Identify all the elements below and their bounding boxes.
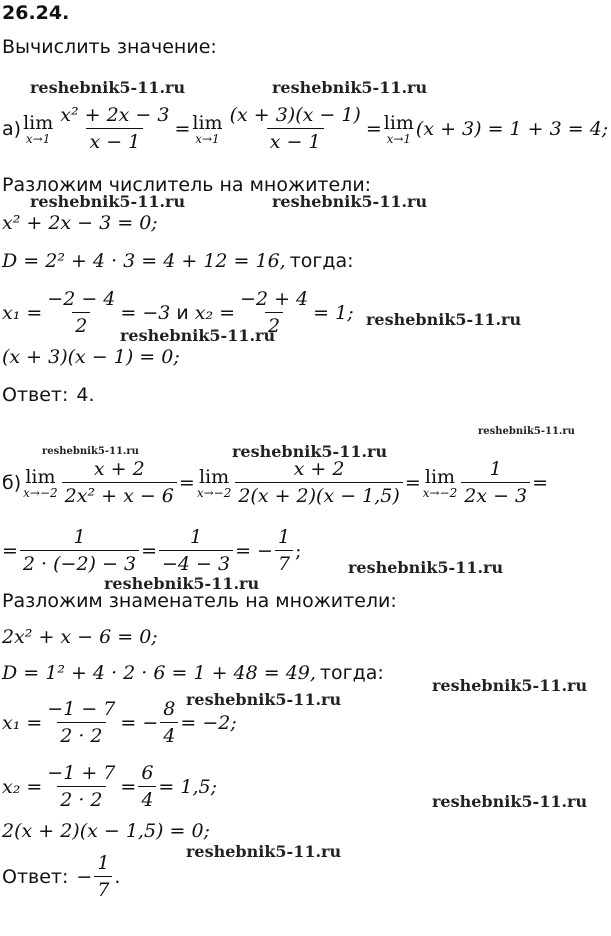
lim-subscript: x→1 [25,131,51,146]
problem-number: 26.24. [2,2,70,24]
part-b-discriminant [2,662,384,684]
result-expression: (x + 3) = 1 + 3 = 4; [415,117,609,140]
semicolon: ; [295,539,302,562]
fraction [275,526,293,575]
part-a-discriminant [2,250,354,272]
denominator: 7 [94,876,112,901]
part-a-equation: x² + 2x − 3 = 0; [2,212,158,234]
discriminant-expression: D = 1² + 4 · 2 · 6 = 1 + 48 = 49, [2,662,316,684]
part-a-factor-heading: Разложим числитель на множители: [2,174,372,196]
part-b-equation: 2x² + x − 6 = 0; [2,626,158,648]
minus-sign: − [76,865,93,888]
fraction [235,458,402,507]
part-b-label: б) [2,471,22,494]
equals-sign: = [141,539,157,562]
x2-label: x₂ = [194,301,236,324]
denominator: 4 [160,722,178,747]
lim-subscript: x→−2 [196,485,232,500]
equals-sign: = [532,471,549,494]
denominator: 4 [138,786,156,811]
watermark: reshebnik5-11.ru [104,574,260,593]
numerator: 1 [189,526,203,548]
x1-label: x₁ = [2,711,43,734]
part-a-roots [2,288,354,337]
part-b-root-2 [2,762,217,811]
denominator: 2 · 2 [57,722,105,747]
equals-sign: = [2,539,18,562]
watermark: reshebnik5-11.ru [186,842,342,861]
watermark: reshebnik5-11.ru [30,192,186,211]
equals-sign: = [178,471,195,494]
x1-label: x₁ = [2,301,43,324]
watermark: reshebnik5-11.ru [366,310,522,329]
x2-value: = 1; [313,301,354,324]
part-a-factored: (x + 3)(x − 1) = 0; [2,346,180,368]
part-b-evaluation [2,526,301,575]
watermark: reshebnik5-11.ru [432,676,588,695]
fraction [94,852,112,901]
numerator: 6 [141,762,154,784]
fraction [237,288,311,337]
watermark: reshebnik5-11.ru [30,78,186,97]
fraction [62,458,177,507]
equals-sign: = [174,117,191,140]
watermark: reshebnik5-11.ru [186,690,342,709]
limit-operator [192,112,222,146]
watermark: reshebnik5-11.ru [432,792,588,811]
part-b-factor-heading: Разложим знаменатель на множители: [2,590,397,612]
denominator: x − 1 [86,128,143,153]
watermark: reshebnik5-11.ru [272,192,428,211]
watermark: reshebnik5-11.ru [120,326,276,345]
answer-label: Ответ: [2,384,69,406]
part-b-factored: 2(x + 2)(x − 1,5) = 0; [2,820,210,842]
minus-sign: = − [235,539,273,562]
denominator: x − 1 [267,128,324,153]
lim-subscript: x→1 [195,131,220,146]
numerator: (x + 3)(x − 1) [229,104,361,126]
limit-operator [23,112,53,146]
numerator: −1 + 7 [47,762,116,784]
period: . [114,865,121,888]
part-a-answer [2,384,95,406]
fraction [57,104,172,153]
denominator: 2 [265,312,283,337]
fraction [44,762,118,811]
numerator: −1 − 7 [47,698,116,720]
watermark: reshebnik5-11.ru [348,558,504,577]
equals-sign: = [404,471,421,494]
discriminant-expression: D = 2² + 4 · 3 = 4 + 12 = 16, [2,250,286,272]
x1-value: = −3 [120,301,171,324]
lim-word: lim [192,111,223,134]
part-a-label: а) [2,117,22,140]
answer-label: Ответ: [2,865,69,888]
minus-sign: = − [120,711,159,734]
lim-subscript: x→1 [386,131,412,146]
equals-sign: = [120,775,137,798]
then-word: тогда: [319,662,384,684]
numerator: x + 2 [293,458,345,480]
numerator: 1 [489,458,502,480]
equals-sign: = [365,117,382,140]
numerator: x + 2 [93,458,145,480]
denominator: 2 · 2 [57,786,105,811]
denominator: −4 − 3 [159,550,233,575]
then-word: тогда: [289,250,354,272]
watermark: reshebnik5-11.ru [478,426,575,437]
lim-word: lim [25,465,56,488]
fraction [227,104,364,153]
limit-operator [23,466,58,500]
fraction [461,458,530,507]
limit-operator [197,466,232,500]
fraction [160,698,178,747]
limit-operator [384,112,414,146]
numerator: 1 [97,852,110,874]
watermark: reshebnik5-11.ru [232,442,388,461]
part-a-limit-line [2,104,608,153]
lim-subscript: x→−2 [422,485,458,500]
x2-value: = 1,5; [158,775,217,798]
lim-word: lim [23,111,54,134]
numerator: 1 [277,526,291,548]
watermark: reshebnik5-11.ru [272,78,428,97]
x1-value: = −2; [180,711,237,734]
fraction [20,526,139,575]
answer-value: 4. [76,384,95,406]
task-statement: Вычислить значение: [2,36,217,58]
x2-label: x₂ = [2,775,43,798]
denominator: 2x − 3 [461,482,530,507]
numerator: −2 + 4 [240,288,309,310]
denominator: 7 [275,550,293,575]
limit-operator [423,466,458,500]
fraction [159,526,233,575]
part-b-answer [2,852,120,901]
fraction [44,288,118,337]
denominator: 2(x + 2)(x − 1,5) [235,482,402,507]
numerator: −2 − 4 [47,288,116,310]
lim-subscript: x→−2 [23,485,58,500]
denominator: 2 · (−2) − 3 [20,550,139,575]
numerator: 8 [163,698,176,720]
denominator: 2 [72,312,90,337]
lim-word: lim [424,465,456,488]
numerator: x² + 2x − 3 [60,104,170,126]
part-b-root-1 [2,698,237,747]
lim-word: lim [383,111,414,134]
lim-word: lim [198,465,230,488]
watermark: reshebnik5-11.ru [42,446,139,457]
fraction [138,762,156,811]
part-b-limit-line [2,458,548,507]
numerator: 1 [73,526,86,548]
denominator: 2x² + x − 6 [62,482,177,507]
fraction [44,698,118,747]
and-word: и [176,301,189,324]
